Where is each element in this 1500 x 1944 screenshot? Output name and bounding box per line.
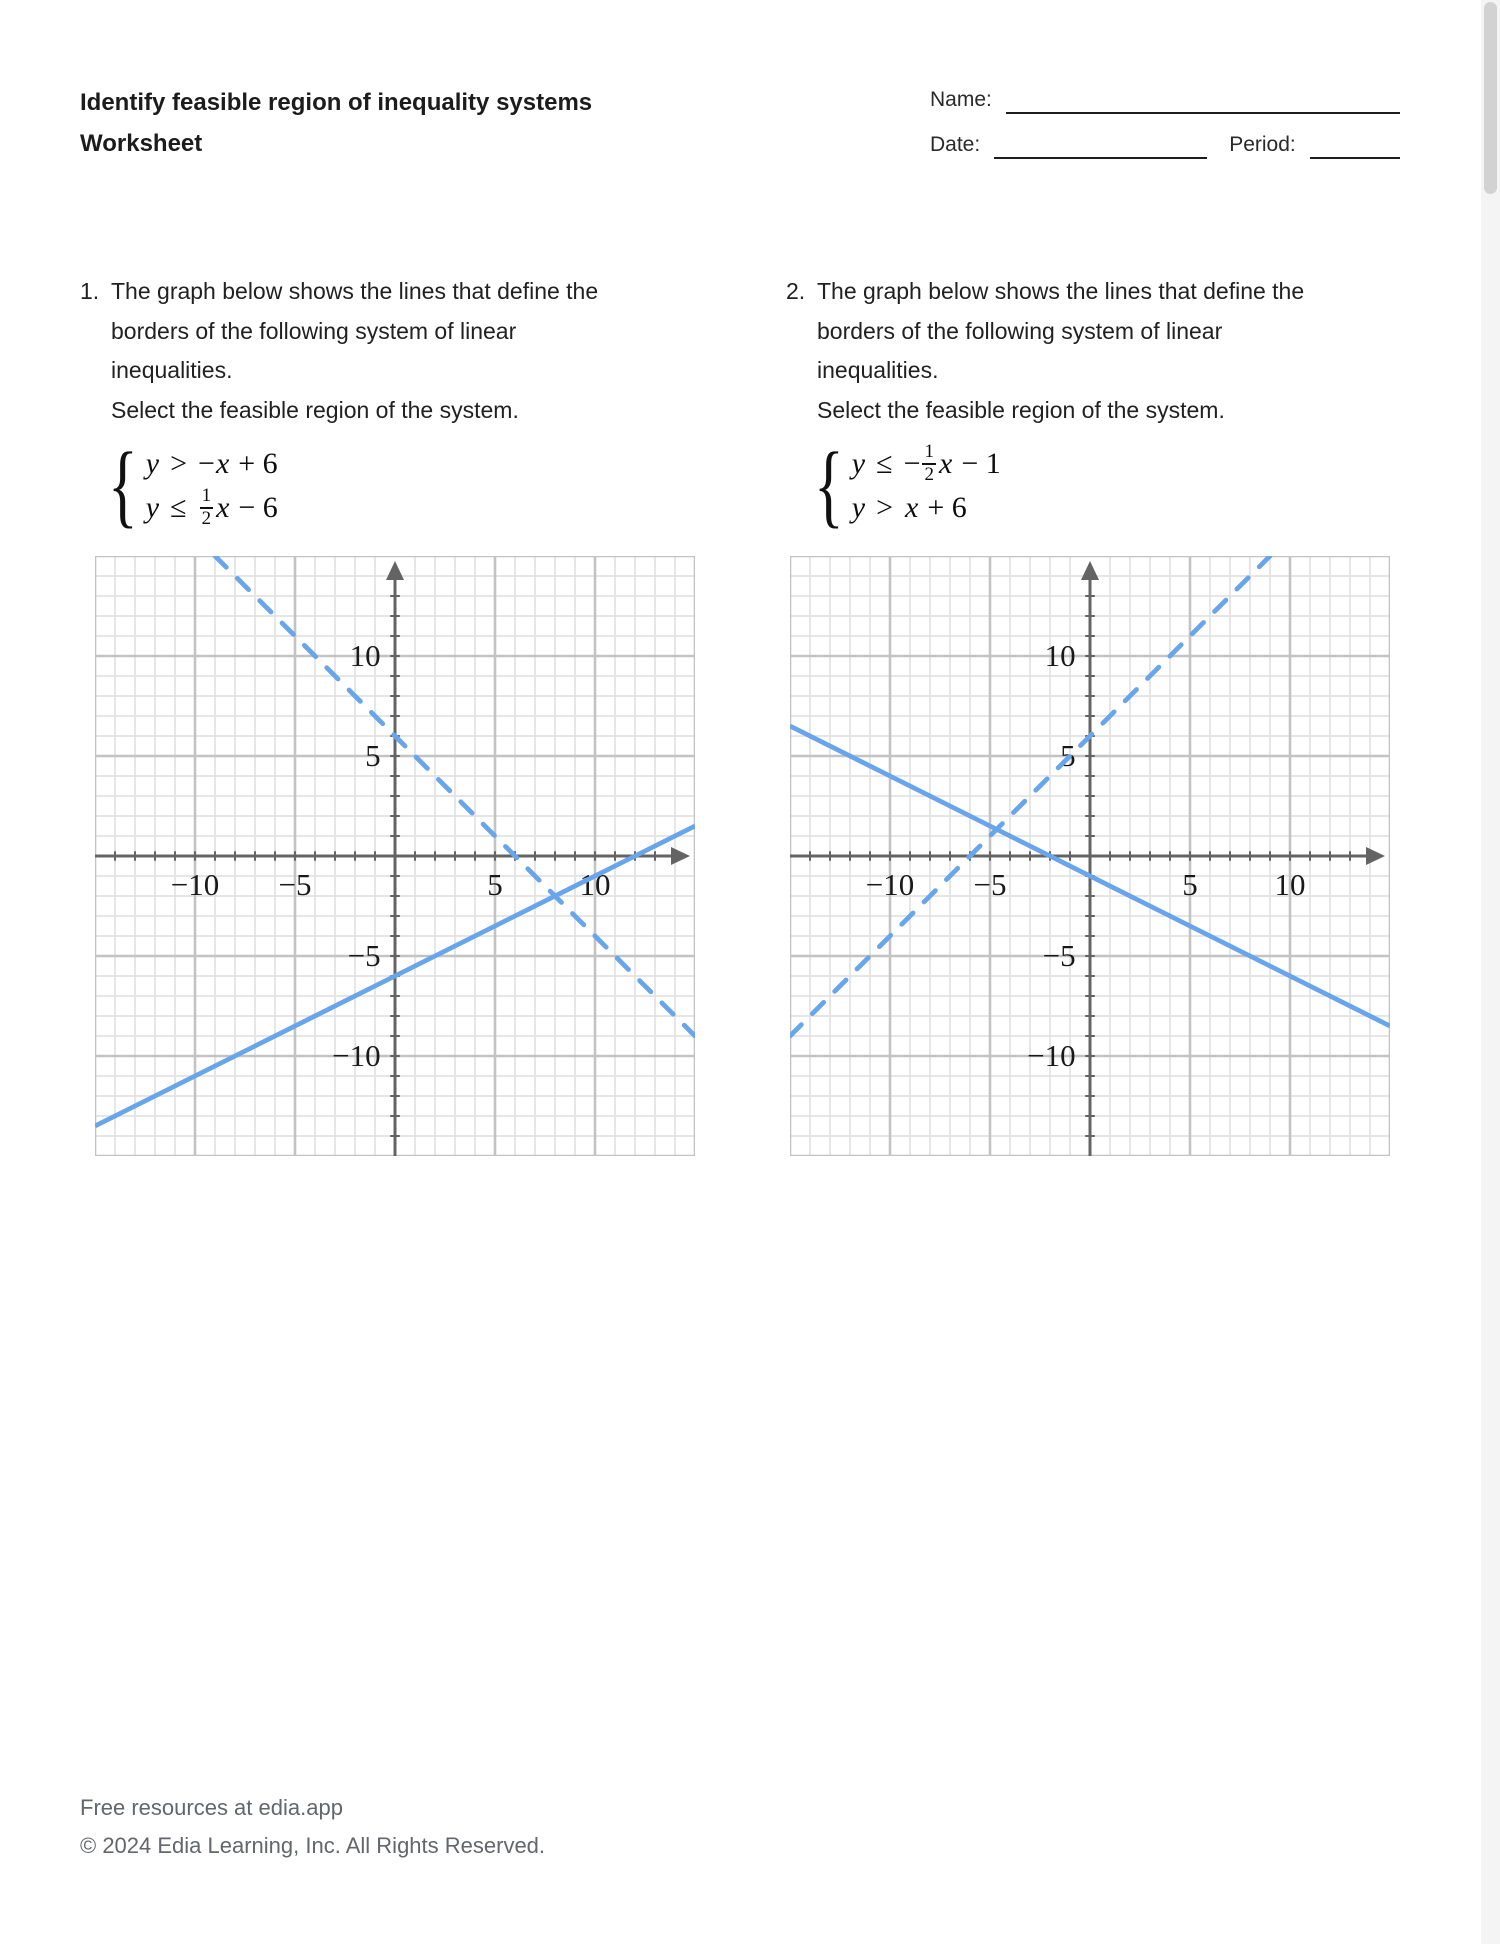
var-x: x (216, 491, 230, 524)
x-tick-label: −5 (973, 867, 1007, 902)
sign: − (198, 447, 215, 480)
scrollbar-thumb[interactable] (1484, 2, 1497, 194)
y-tick-label: 5 (365, 738, 381, 773)
inequality-1b (146, 486, 278, 530)
var-y: y (851, 447, 866, 480)
relation-operator: > (170, 447, 188, 480)
x-axis-arrow-icon (671, 847, 690, 865)
page-title (80, 82, 592, 164)
graph-2-feasible-region[interactable] (790, 556, 1390, 1156)
constant-term: + 6 (238, 447, 278, 480)
y-axis-arrow-icon (1081, 561, 1099, 580)
problem-2-line: borders of the following system of linear (817, 317, 1223, 344)
y-tick-label: −5 (1042, 938, 1076, 973)
problem-2-line: inequalities. (817, 357, 939, 383)
problem-2-number: 2. (786, 278, 806, 304)
problem-1 (80, 272, 730, 537)
y-tick-label: 10 (1044, 638, 1076, 673)
name-label: Name: (930, 88, 992, 111)
y-tick-label: −5 (347, 938, 381, 973)
system-brace: { (108, 435, 138, 537)
y-tick-label: −10 (1027, 1038, 1076, 1073)
inequality-2b (852, 486, 1001, 530)
scrollbar-track[interactable] (1481, 0, 1500, 1944)
problem-2-select-line: Select the feasible region of the system. (817, 396, 1225, 423)
x-tick-label: 5 (487, 867, 503, 902)
inequality-2a (852, 442, 1001, 486)
date-blank-line (994, 133, 1207, 159)
problem-1-text (80, 272, 730, 430)
footer-resources-link[interactable]: Free resources at edia.app (80, 1795, 343, 1820)
x-tick-label: 10 (1274, 867, 1306, 902)
x-tick-label: 10 (579, 867, 611, 902)
constant-term: − 1 (961, 447, 1001, 480)
inequality-system-1 (108, 435, 730, 537)
sign: − (903, 447, 921, 480)
date-period-row (930, 133, 1400, 159)
problem-1-line: borders of the following system of linear (111, 317, 517, 344)
y-axis-arrow-icon (386, 561, 404, 580)
var-x: x (215, 447, 230, 480)
page-title-line1: Identify feasible region of inequality systems (80, 89, 593, 116)
date-label: Date: (930, 133, 981, 156)
var-x: x (938, 447, 953, 480)
problem-1-select-line: Select the feasible region of the system. (111, 396, 519, 423)
problem-2-text (786, 272, 1436, 430)
relation-operator: ≤ (876, 447, 893, 480)
name-blank-line (1006, 88, 1400, 114)
x-tick-label: −10 (865, 867, 915, 902)
footer-copyright: © 2024 Edia Learning, Inc. All Rights Reserved. (80, 1833, 546, 1858)
y-tick-label: −10 (332, 1038, 381, 1073)
fraction: $\frac{1}{2}$ (201, 485, 212, 529)
problem-2 (786, 272, 1436, 537)
page-footer (80, 1789, 545, 1865)
period-label: Period: (1229, 133, 1296, 156)
constant-term: − 6 (238, 491, 278, 524)
var-y: y (145, 491, 160, 524)
y-tick-label: 5 (1060, 738, 1076, 773)
constant-term: + 6 (927, 491, 967, 524)
relation-operator: ≤ (170, 491, 187, 524)
var-y: y (851, 491, 866, 524)
problem-1-line: The graph below shows the lines that define the (111, 278, 599, 304)
y-tick-label: 10 (349, 638, 381, 673)
fraction: $\frac{1}{2}$ (924, 441, 934, 485)
name-field-row (930, 88, 1400, 114)
inequality-1a (146, 442, 278, 486)
system-brace: { (814, 435, 844, 537)
x-tick-label: −10 (170, 867, 220, 902)
relation-operator: > (876, 491, 894, 524)
graph-1-feasible-region[interactable] (95, 556, 695, 1156)
period-blank-line (1310, 133, 1400, 159)
problem-1-line: inequalities. (111, 357, 233, 383)
problem-2-line: The graph below shows the lines that define the (817, 278, 1305, 304)
x-axis-arrow-icon (1366, 847, 1385, 865)
var-y: y (145, 447, 160, 480)
x-tick-label: 5 (1182, 867, 1198, 902)
problem-1-number: 1. (80, 278, 100, 304)
page-title-line2: Worksheet (80, 130, 203, 157)
inequality-system-2 (814, 435, 1436, 537)
x-tick-label: −5 (278, 867, 312, 902)
var-x: x (905, 491, 919, 524)
